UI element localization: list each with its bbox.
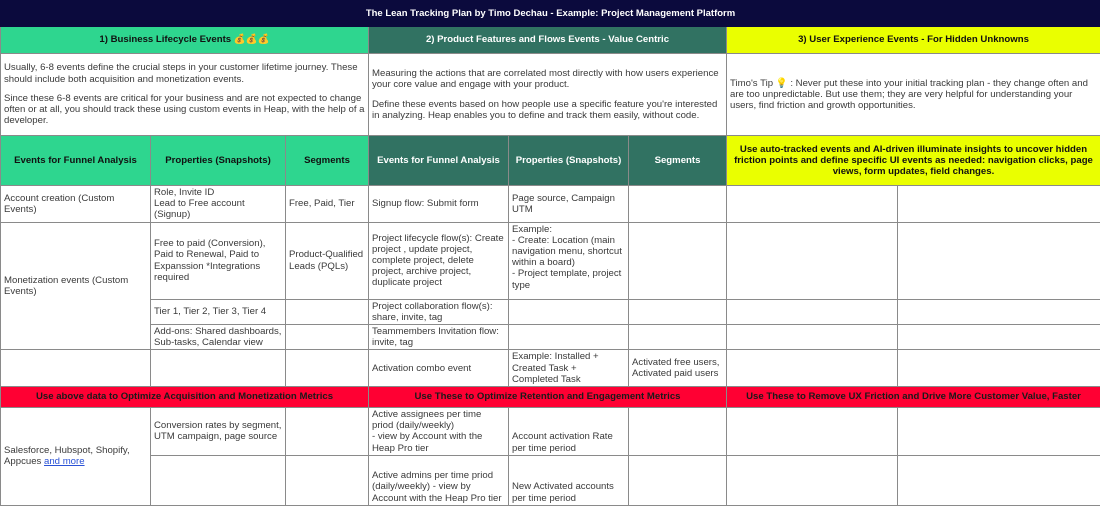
col-header-properties[interactable]: Properties (Snapshots) bbox=[509, 136, 629, 186]
cell[interactable]: Tier 1, Tier 2, Tier 3, Tier 4 bbox=[151, 299, 286, 324]
product-desc-2: Define these events based on how people use a specific feature you're interested in analyzing. Heap enables you to define and track them easily, without code. bbox=[372, 99, 723, 121]
cell[interactable] bbox=[286, 408, 369, 456]
cell[interactable]: Free to paid (Conversion), Paid to Renewal, Paid to Expanssion *Integrations required bbox=[151, 222, 286, 299]
cell[interactable]: Conversion rates by segment, UTM campaign, page source bbox=[151, 408, 286, 456]
col-header-segments[interactable]: Segments bbox=[286, 136, 369, 186]
cell[interactable] bbox=[286, 350, 369, 387]
cell[interactable]: Page source, Campaign UTM bbox=[509, 186, 629, 223]
cell[interactable]: Active assignees per time priod (daily/weekly) - view by Account with the Heap Pro tier bbox=[369, 408, 509, 456]
cell[interactable]: Project lifecycle flow(s): Create project , update project, complete project, delete project, archive project, duplicate project bbox=[369, 222, 509, 299]
sheet-title[interactable]: The Lean Tracking Plan by Timo Dechau - Example: Project Management Platform bbox=[1, 1, 1100, 27]
cell[interactable] bbox=[898, 299, 1100, 324]
cell[interactable] bbox=[286, 455, 369, 505]
cell[interactable]: Monetization events (Custom Events) bbox=[1, 222, 151, 350]
cell[interactable]: Product-Qualified Leads (PQLs) bbox=[286, 222, 369, 299]
cell[interactable] bbox=[629, 186, 727, 223]
cell[interactable] bbox=[286, 299, 369, 324]
cell[interactable] bbox=[151, 350, 286, 387]
col-header-events[interactable]: Events for Funnel Analysis bbox=[1, 136, 151, 186]
cell[interactable] bbox=[727, 325, 898, 350]
cell[interactable] bbox=[629, 222, 727, 299]
cell[interactable] bbox=[727, 455, 898, 505]
section-product-features[interactable]: 2) Product Features and Flows Events - Value Centric bbox=[369, 27, 727, 54]
cell[interactable]: Active admins per time priod (daily/weekly) - view by Account with the Heap Pro tier bbox=[369, 455, 509, 505]
product-desc-1: Measuring the actions that are correlated most directly with how users experience your core value and engage with your product. bbox=[372, 68, 723, 90]
ux-header[interactable]: Use auto-tracked events and AI-driven illuminate insights to uncover hidden friction points and define specific UI events as needed: navigation clicks, page views, form updates, field changes. bbox=[727, 136, 1100, 186]
cell[interactable]: Free, Paid, Tier bbox=[286, 186, 369, 223]
cell[interactable]: Example: Installed + Created Task + Completed Task bbox=[509, 350, 629, 387]
business-desc-1: Usually, 6-8 events define the crucial steps in your customer lifetime journey. These should include both acquisition and monetization events. bbox=[4, 62, 365, 84]
acquisition-metrics-banner[interactable]: Use above data to Optimize Acquisition and Monetization Metrics bbox=[1, 387, 369, 408]
cell[interactable] bbox=[727, 222, 898, 299]
cell[interactable] bbox=[629, 455, 727, 505]
cell[interactable] bbox=[898, 350, 1100, 387]
ux-desc-1: Timo's Tip 💡 : Never put these into your initial tracking plan - they change often and are too unpredictable. But use them; they are very helpful for understanding your users, find friction and growth opportunities. bbox=[730, 78, 1097, 112]
cell[interactable]: Teammembers Invitation flow: invite, tag bbox=[369, 325, 509, 350]
cell[interactable]: Account activation Rate per time period bbox=[509, 408, 629, 456]
cell[interactable]: Example: - Create: Location (main navigation menu, shortcut within a board) - Project template, project type bbox=[509, 222, 629, 299]
cell[interactable] bbox=[898, 408, 1100, 456]
cell[interactable] bbox=[727, 408, 898, 456]
cell[interactable] bbox=[898, 325, 1100, 350]
cell[interactable] bbox=[727, 186, 898, 223]
cell[interactable]: Add-ons: Shared dashboards, Sub-tasks, Calendar view bbox=[151, 325, 286, 350]
cell[interactable] bbox=[727, 299, 898, 324]
cell[interactable] bbox=[629, 408, 727, 456]
integrations-cell[interactable] bbox=[1, 408, 151, 506]
product-description[interactable] bbox=[369, 54, 727, 136]
cell[interactable] bbox=[1, 350, 151, 387]
cell[interactable]: Signup flow: Submit form bbox=[369, 186, 509, 223]
cell[interactable]: Activation combo event bbox=[369, 350, 509, 387]
cell[interactable] bbox=[629, 325, 727, 350]
ux-description[interactable] bbox=[727, 54, 1100, 136]
section-business-lifecycle[interactable]: 1) Business Lifecycle Events 💰💰💰 bbox=[1, 27, 369, 54]
cell[interactable] bbox=[727, 350, 898, 387]
cell[interactable] bbox=[509, 299, 629, 324]
cell[interactable] bbox=[286, 325, 369, 350]
business-desc-2: Since these 6-8 events are critical for your business and are not expected to change often or at all, you should track these using custom events in Heap, with the help of a developer. bbox=[4, 93, 365, 127]
cell[interactable]: Account creation (Custom Events) bbox=[1, 186, 151, 223]
cell[interactable]: New Activated accounts per time period bbox=[509, 455, 629, 505]
integrations-text: Salesforce, Hubspot, Shopify, Appcues bbox=[4, 445, 130, 467]
business-description[interactable] bbox=[1, 54, 369, 136]
cell[interactable]: Role, Invite ID Lead to Free account (Signup) bbox=[151, 186, 286, 223]
and-more-link[interactable]: and more bbox=[44, 456, 85, 467]
cell[interactable] bbox=[151, 455, 286, 505]
cell[interactable] bbox=[629, 299, 727, 324]
cell[interactable] bbox=[898, 186, 1100, 223]
section-user-experience[interactable]: 3) User Experience Events - For Hidden Unknowns bbox=[727, 27, 1100, 54]
ux-metrics-banner[interactable]: Use These to Remove UX Friction and Drive More Customer Value, Faster bbox=[727, 387, 1100, 408]
cell[interactable] bbox=[898, 222, 1100, 299]
col-header-properties[interactable]: Properties (Snapshots) bbox=[151, 136, 286, 186]
cell[interactable] bbox=[898, 455, 1100, 505]
retention-metrics-banner[interactable]: Use These to Optimize Retention and Engagement Metrics bbox=[369, 387, 727, 408]
col-header-events[interactable]: Events for Funnel Analysis bbox=[369, 136, 509, 186]
cell[interactable]: Project collaboration flow(s): share, invite, tag bbox=[369, 299, 509, 324]
cell[interactable] bbox=[509, 325, 629, 350]
col-header-segments[interactable]: Segments bbox=[629, 136, 727, 186]
cell[interactable]: Activated free users, Activated paid users bbox=[629, 350, 727, 387]
